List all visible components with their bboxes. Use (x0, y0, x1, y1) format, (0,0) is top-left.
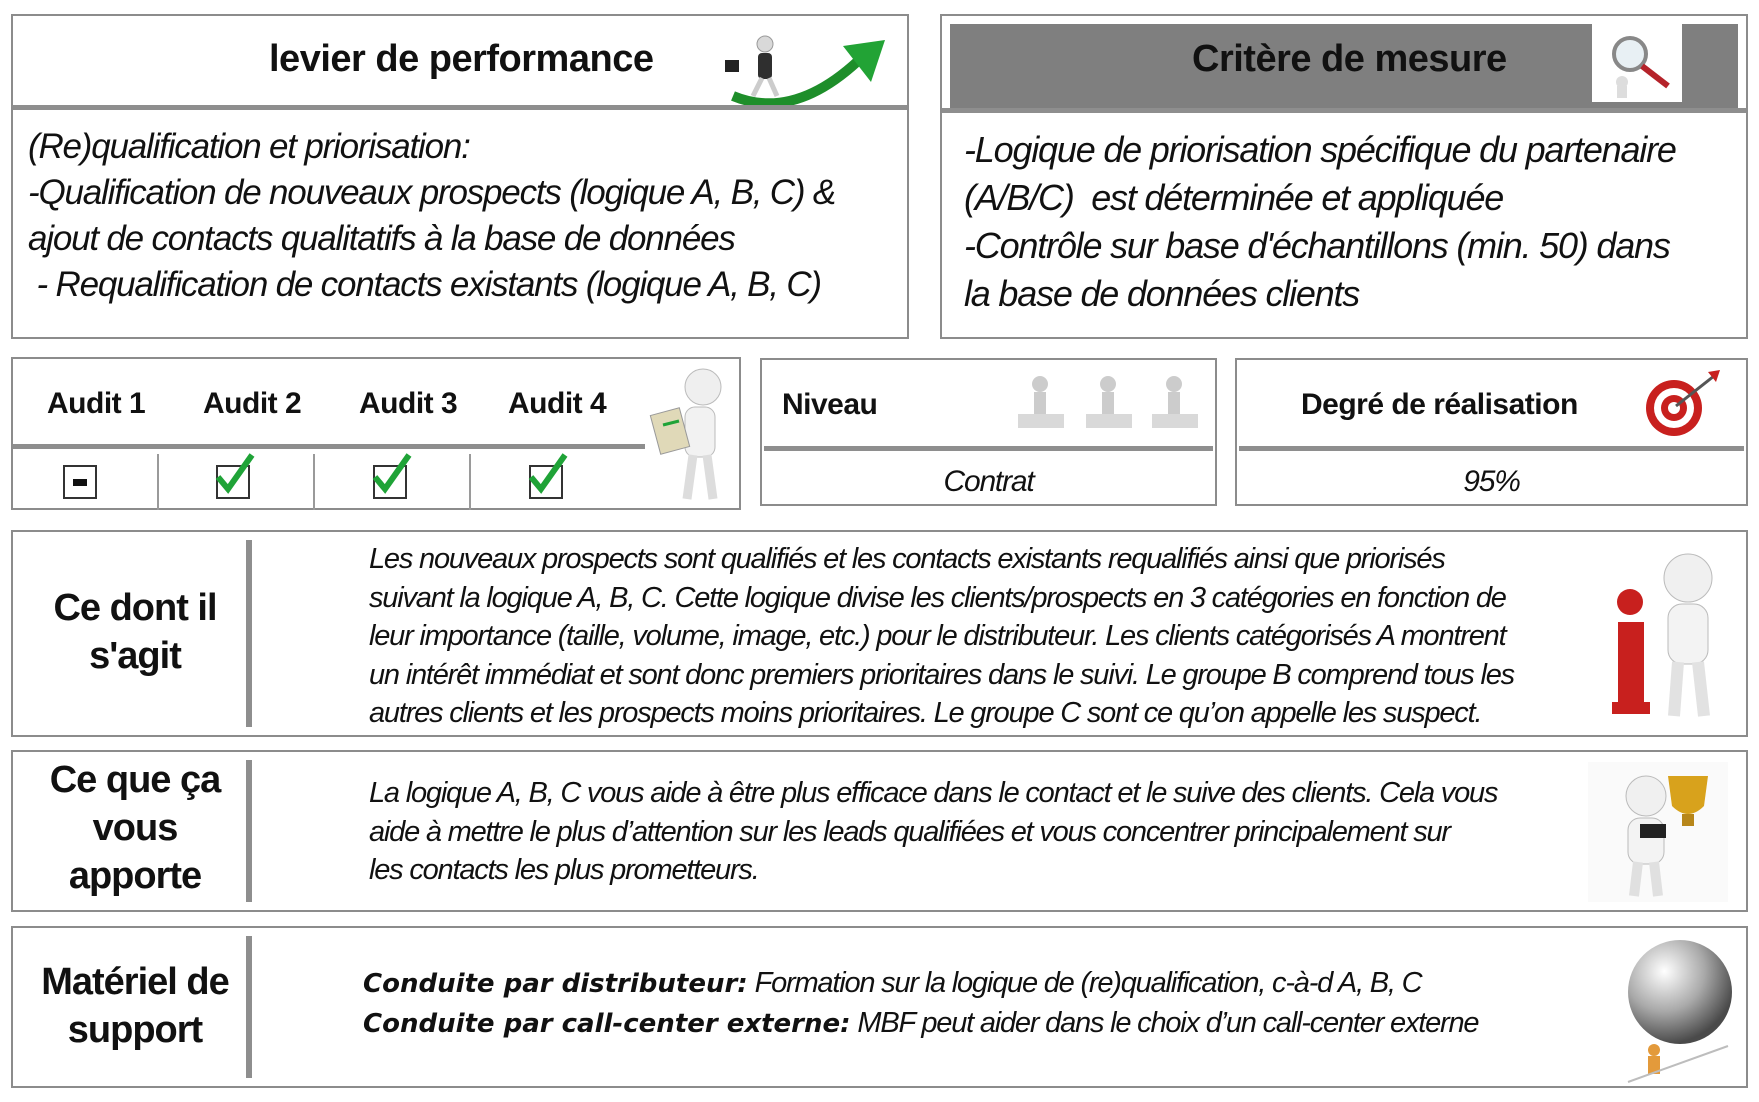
audit-1-checkbox[interactable] (63, 465, 97, 499)
businessman-arrow-icon (713, 26, 903, 116)
ce-dont-line: Les nouveaux prospects sont qualifiés et les contacts existants requalifiés ainsi que priorisés (369, 543, 1445, 575)
levier-line: (Re)qualification et priorisation: (28, 127, 470, 166)
audit-4-label: Audit 4 (508, 387, 607, 420)
critere-title: Critère de mesure (1192, 38, 1507, 80)
audit-panel (11, 357, 741, 510)
audit-4-checkbox[interactable] (529, 465, 563, 499)
materiel-row (363, 964, 1613, 1004)
materiel-title (13, 958, 257, 1054)
audit-header-rule (13, 444, 645, 449)
levier-body (28, 124, 908, 308)
levier-panel (11, 14, 909, 339)
critere-body (964, 126, 1744, 318)
apporte-line: aide à mettre le plus d’attention sur les leads qualifiées et vous concentrer principalement sur (369, 815, 1450, 848)
materiel-row-label: Conduite par distributeur: (363, 969, 748, 999)
materiel-title-line: support (67, 1009, 203, 1051)
levier-line: ajout de contacts qualitatifs à la base de données (28, 219, 735, 258)
audit-divider (157, 454, 159, 510)
audit-divider (313, 454, 315, 510)
audit-2-label: Audit 2 (203, 387, 302, 420)
audit-1-label: Audit 1 (47, 387, 146, 420)
critere-line: (A/B/C) est déterminée et appliquée (964, 177, 1504, 218)
ce-dont-body (369, 540, 1619, 733)
audit-divider (469, 454, 471, 510)
minus-icon (73, 479, 87, 486)
materiel-row-label: Conduite par call-center externe: (363, 1008, 851, 1039)
critere-panel (940, 14, 1748, 339)
degre-value: 95% (1463, 465, 1520, 498)
sphere-push-icon (1618, 936, 1738, 1082)
materiel-row (363, 1004, 1613, 1044)
apporte-title-line: apporte (68, 855, 202, 897)
magnifier-icon (1592, 24, 1682, 102)
apporte-title-line: Ce que ça (49, 759, 221, 801)
apporte-title (13, 756, 257, 900)
apporte-body (369, 774, 1619, 890)
materiel-row-text: MBF peut aider dans le choix d’un call-center externe (850, 1006, 1479, 1039)
target-icon (1642, 370, 1722, 440)
ce-dont-line: un intérêt immédiat et sont donc premiers prioritaires dans le suivi. Le groupe B comprend tous les (369, 658, 1514, 691)
ce-dont-divider (246, 540, 252, 727)
checkmark-icon (371, 451, 415, 497)
audit-2-checkbox[interactable] (216, 465, 250, 499)
niveau-panel (760, 358, 1217, 506)
audit-3-label: Audit 3 (359, 387, 458, 420)
levier-line: - Requalification de contacts existants (logique A, B, C) (28, 265, 821, 304)
checkmark-icon (527, 451, 571, 497)
degre-panel (1235, 358, 1748, 506)
critere-line: la base de données clients (964, 273, 1360, 314)
niveau-title: Niveau (782, 388, 878, 421)
ce-dont-line: suivant la logique A, B, C. Cette logique divise les clients/prospects en 3 catégories en fonction de (369, 581, 1506, 614)
apporte-divider (246, 760, 252, 902)
ce-dont-line: leur importance (taille, volume, image, etc.) pour le distributeur. Les clients catégorisés A montrent (369, 620, 1506, 652)
levier-header-rule (13, 105, 907, 110)
people-level-icon (1012, 370, 1202, 438)
degre-header-rule (1239, 446, 1744, 451)
critere-line: -Contrôle sur base d'échantillons (min. 50) dans (964, 225, 1670, 266)
checkmark-icon (214, 451, 258, 497)
materiel-panel (11, 926, 1748, 1088)
apporte-panel (11, 750, 1748, 912)
audit-3-checkbox[interactable] (373, 465, 407, 499)
info-figure-icon (1608, 552, 1723, 722)
ce-dont-title-line: s'agit (89, 635, 181, 677)
materiel-title-line: Matériel de (41, 961, 229, 1003)
ce-dont-line: autres clients et les prospects moins prioritaires. Le groupe C sont ce qu’on appelle les suspect. (369, 697, 1482, 729)
ce-dont-panel (11, 530, 1748, 737)
materiel-row-text: Formation sur la logique de (re)qualification, c-à-d A, B, C (747, 967, 1422, 999)
apporte-title-line: vous (92, 807, 178, 849)
levier-title: levier de performance (269, 38, 654, 80)
apporte-line: les contacts les plus prometteurs. (369, 854, 759, 886)
apporte-line: La logique A, B, C vous aide à être plus efficace dans le contact et le suive des clients. Cela vous (369, 777, 1498, 809)
critere-line: -Logique de priorisation spécifique du partenaire (964, 129, 1676, 170)
niveau-header-rule (764, 446, 1213, 451)
critere-header-rule (942, 108, 1746, 113)
ce-dont-title-line: Ce dont il (53, 587, 217, 629)
materiel-divider (246, 936, 252, 1078)
levier-line: -Qualification de nouveaux prospects (logique A, B, C) & (28, 173, 835, 212)
ce-dont-title (13, 584, 257, 680)
degre-title: Degré de réalisation (1301, 388, 1578, 421)
trophy-figure-icon (1588, 762, 1728, 902)
niveau-value: Contrat (943, 465, 1034, 498)
materiel-body (363, 964, 1613, 1043)
clipboard-figure-icon (643, 365, 733, 505)
